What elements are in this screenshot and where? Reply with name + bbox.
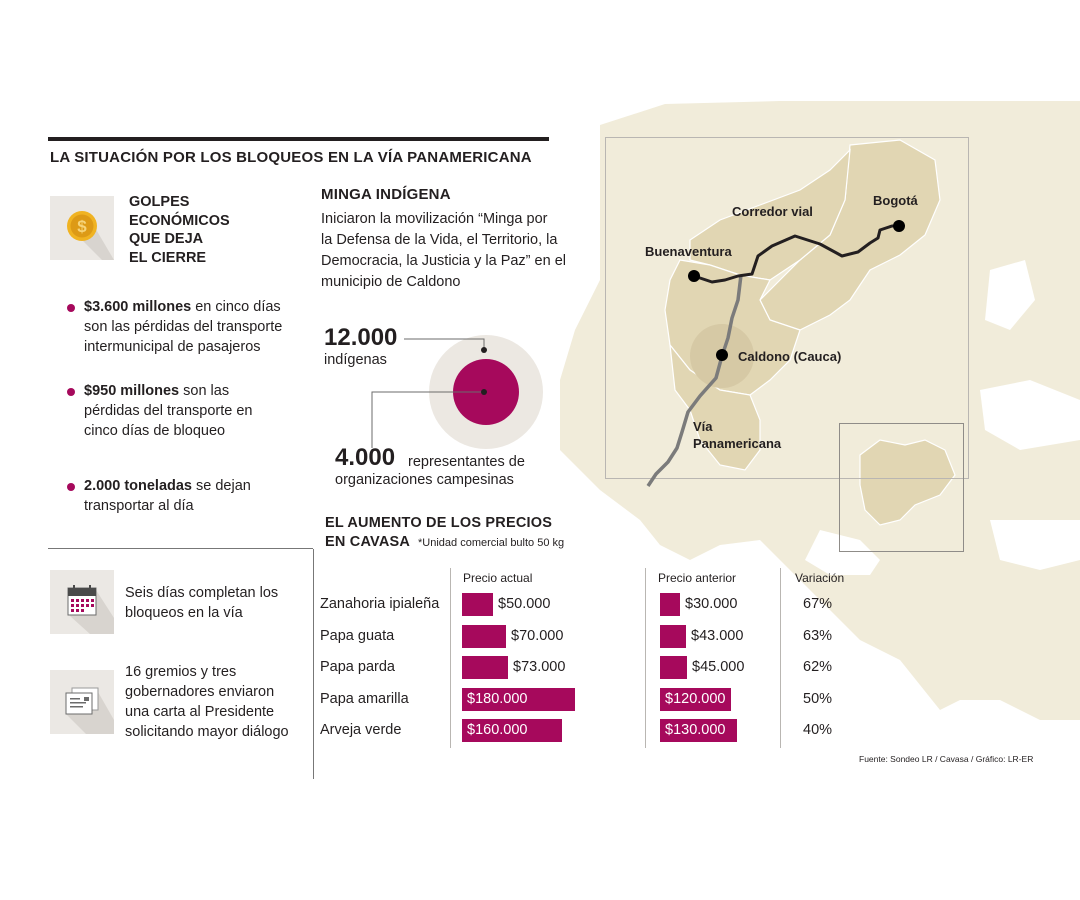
source-note: Fuente: Sondeo LR / Cavasa / Gráfico: LR-ER: [859, 754, 1034, 764]
side-item-text: [125, 583, 315, 623]
side-item-line: una carta al Presidente: [125, 704, 275, 720]
total-number: 12.000: [324, 324, 398, 351]
bullet-text: en cinco días: [191, 299, 281, 315]
bullet-item: [84, 476, 314, 516]
precio-actual-bar: [462, 656, 508, 679]
precios-note: *Unidad comercial bulto 50 kg: [418, 537, 565, 549]
svg-text:$: $: [77, 217, 87, 236]
side-item-line: bloqueos en la vía: [125, 605, 243, 621]
precio-actual-value: $180.000: [467, 691, 528, 707]
bullet-text: transportar al día: [84, 498, 194, 514]
bullet-text: son las: [179, 383, 230, 399]
side-item-text: [125, 662, 315, 742]
table-divider: [645, 568, 646, 748]
minga-title: MINGA INDÍGENA: [321, 186, 451, 203]
bullet-dot: [67, 483, 75, 491]
minga-text-line: municipio de Caldono: [321, 274, 461, 290]
map-label-corredor-vial: Corredor vial: [732, 204, 813, 219]
table-divider: [780, 568, 781, 748]
bullet-text: intermunicipal de pasajeros: [84, 339, 261, 355]
sub-label-1: representantes de: [408, 454, 525, 470]
precio-actual-bar: [462, 593, 493, 616]
side-item-line: Seis días completan los: [125, 585, 279, 601]
bullet-dot: [67, 304, 75, 312]
buenaventura-marker: [688, 270, 700, 282]
table-divider: [450, 568, 451, 748]
title-rule: [48, 137, 549, 141]
bullet-bold: $3.600 millones: [84, 299, 192, 315]
side-item-line: 16 gremios y tres: [125, 664, 237, 680]
letter-icon: [50, 670, 114, 734]
golpes-heading: [129, 193, 230, 267]
precio-anterior-value: $120.000: [665, 691, 726, 707]
product-label: Papa guata: [320, 628, 395, 644]
bogota-marker: [893, 220, 905, 232]
section-divider: [48, 548, 313, 549]
map-label-buenaventura: Buenaventura: [645, 244, 732, 259]
bullet-text: cinco días de bloqueo: [84, 423, 226, 439]
golpes-line-3: QUE DEJA: [129, 231, 204, 247]
side-item-line: gobernadores enviaron: [125, 684, 275, 700]
golpes-line-2: ECONÓMICOS: [129, 212, 230, 229]
product-label: Zanahoria ipialeña: [320, 596, 440, 612]
precio-anterior-value: $45.000: [692, 659, 745, 675]
map-label-bogota: Bogotá: [873, 193, 918, 208]
golpes-line-4: EL CIERRE: [129, 249, 207, 266]
minga-description: [321, 209, 577, 293]
total-label: indígenas: [324, 352, 387, 368]
side-item-line: solicitando mayor diálogo: [125, 724, 289, 740]
precio-anterior-value: $30.000: [685, 596, 738, 612]
precio-actual-bar: [462, 625, 506, 648]
precio-anterior-bar: [660, 593, 680, 616]
minga-text-line: Democracia, la Justicia y la Paz” en el: [321, 253, 566, 269]
bullet-item: [84, 381, 314, 441]
col-header-actual: Precio actual: [463, 571, 533, 585]
col-header-anterior: Precio anterior: [658, 571, 737, 585]
minga-text-line: Iniciaron la movilización “Minga por: [321, 211, 548, 227]
bullet-text: se dejan: [192, 478, 251, 494]
dollar-coin-icon: [50, 196, 114, 260]
map-label-panamericana: Panamericana: [693, 436, 782, 451]
precio-actual-value: $160.000: [467, 722, 528, 738]
col-header-variacion: Variación: [795, 571, 845, 585]
precio-actual-value: $70.000: [511, 628, 564, 644]
precios-title-line: EN CAVASA: [325, 534, 411, 550]
variacion-value: 67%: [803, 596, 833, 612]
minga-text-line: la Defensa de la Vida, el Territorio, la: [321, 232, 558, 248]
precio-anterior-bar: [660, 656, 687, 679]
variacion-value: 62%: [803, 659, 833, 675]
precio-anterior-bar: [660, 625, 686, 648]
product-label: Papa parda: [320, 659, 395, 675]
calendar-icon: [50, 570, 114, 634]
bullet-dot: [67, 388, 75, 396]
precios-title-line: EL AUMENTO DE LOS PRECIOS: [325, 515, 553, 531]
bullet-text: pérdidas del transporte en: [84, 403, 253, 419]
caldono-marker: [716, 349, 728, 361]
bullet-bold: $950 millones: [84, 383, 180, 399]
precio-anterior-value: $43.000: [691, 628, 744, 644]
variacion-value: 40%: [803, 722, 833, 738]
bullet-bold: 2.000 toneladas: [84, 478, 192, 494]
map-label-caldono: Caldono (Cauca): [738, 349, 842, 364]
sub-leader-dot: [481, 389, 487, 395]
bullet-text: son las pérdidas del transporte: [84, 319, 283, 335]
precio-anterior-value: $130.000: [665, 722, 726, 738]
precio-actual-value: $73.000: [513, 659, 566, 675]
variacion-value: 50%: [803, 691, 833, 707]
sub-label-2: organizaciones campesinas: [335, 472, 514, 488]
precio-actual-value: $50.000: [498, 596, 551, 612]
sub-number: 4.000: [335, 444, 396, 471]
map-label-via: Vía: [693, 419, 713, 434]
variacion-value: 63%: [803, 628, 833, 644]
bullet-item: [84, 297, 314, 357]
golpes-line-1: GOLPES: [129, 194, 190, 210]
product-label: Arveja verde: [320, 722, 402, 738]
product-label: Papa amarilla: [320, 691, 409, 707]
page-title: LA SITUACIÓN POR LOS BLOQUEOS EN LA VÍA PANAMERICANA: [50, 149, 532, 166]
total-leader-dot: [481, 347, 487, 353]
